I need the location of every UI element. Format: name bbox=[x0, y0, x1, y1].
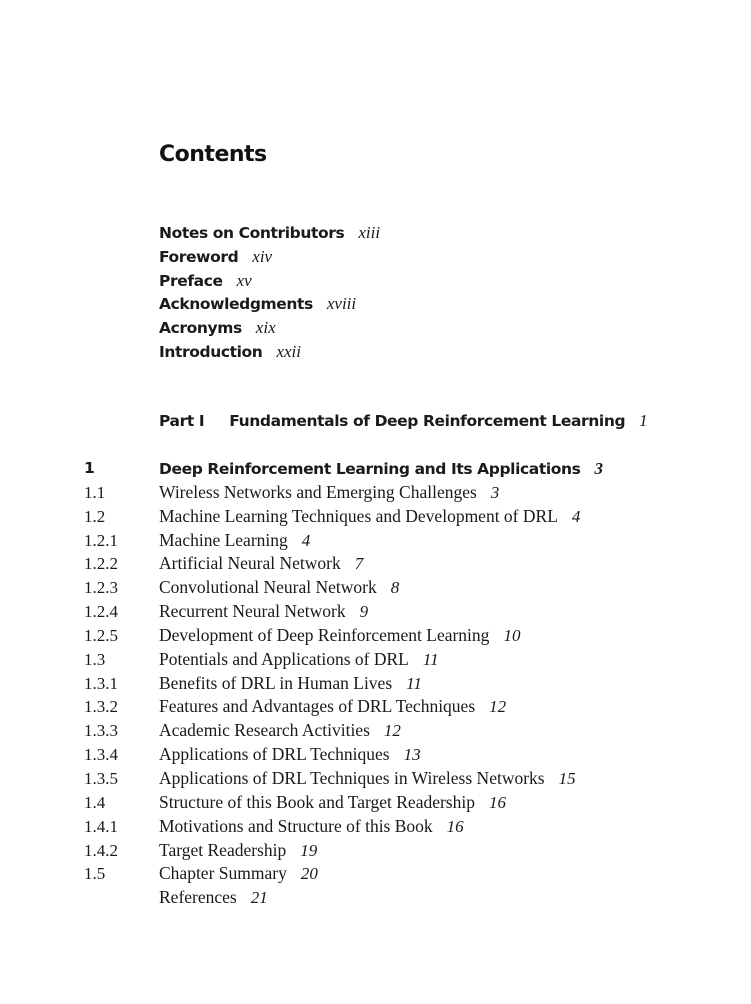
toc-entry-number: 1.2 bbox=[84, 506, 106, 526]
toc-entry-page: 15 bbox=[558, 768, 576, 788]
toc-entry-title: Target Readership bbox=[159, 839, 287, 860]
chapter-entries-list bbox=[84, 457, 724, 910]
toc-entry-number: 1.2.1 bbox=[84, 530, 118, 550]
toc-entry-page: xviii bbox=[326, 294, 357, 314]
toc-entry-notes-on-contributors[interactable] bbox=[159, 221, 380, 245]
toc-entry-page: 7 bbox=[354, 554, 364, 574]
toc-entry[interactable] bbox=[84, 648, 724, 672]
toc-entry-title: Machine Learning Techniques and Development of DRL bbox=[159, 505, 558, 526]
toc-entry-title: Applications of DRL Techniques in Wireless Networks bbox=[159, 767, 545, 788]
toc-entry-page: 19 bbox=[300, 840, 318, 860]
part-label: Part I bbox=[159, 412, 205, 430]
toc-entry-page: 20 bbox=[300, 864, 318, 884]
toc-entry[interactable] bbox=[84, 552, 724, 576]
toc-entry-page: xix bbox=[255, 318, 276, 338]
toc-entry-title: Acronyms bbox=[159, 319, 242, 338]
toc-entry-title: Acknowledgments bbox=[159, 295, 313, 314]
page-title: Contents bbox=[159, 142, 267, 167]
toc-entry-number: 1.1 bbox=[84, 482, 106, 502]
toc-entry-title: Foreword bbox=[159, 247, 239, 266]
toc-entry-page: 11 bbox=[406, 673, 422, 693]
toc-entry-introduction[interactable] bbox=[159, 340, 380, 364]
toc-entry-page: 4 bbox=[301, 530, 311, 550]
toc-entry-title: Notes on Contributors bbox=[159, 224, 345, 242]
toc-entry-number: 1.3.1 bbox=[84, 673, 118, 693]
toc-entry[interactable] bbox=[84, 695, 724, 719]
toc-entry-title: Motivations and Structure of this Book bbox=[159, 815, 433, 836]
toc-entry-number: 1.3 bbox=[84, 649, 106, 669]
toc-entry[interactable] bbox=[84, 529, 724, 553]
toc-entry-page: xiv bbox=[252, 246, 273, 266]
toc-entry-page: 13 bbox=[403, 745, 421, 765]
toc-entry-title: Features and Advantages of DRL Techniques bbox=[159, 696, 476, 717]
toc-entry-page: 21 bbox=[250, 888, 268, 908]
toc-entry-number: 1.2.3 bbox=[84, 578, 118, 598]
toc-entry-title: Benefits of DRL in Human Lives bbox=[159, 672, 393, 693]
toc-entry-title: Deep Reinforcement Learning and Its Applications bbox=[159, 460, 581, 478]
toc-entry-number: 1.3.5 bbox=[84, 768, 118, 788]
part-title: Fundamentals of Deep Reinforcement Learning bbox=[229, 412, 626, 430]
toc-entry-page: 10 bbox=[503, 625, 521, 645]
toc-entry-page: xv bbox=[236, 270, 252, 290]
toc-entry-chapter-1[interactable] bbox=[84, 457, 724, 481]
toc-entry-title: Chapter Summary bbox=[159, 863, 287, 884]
toc-entry-title: Potentials and Applications of DRL bbox=[159, 648, 409, 669]
toc-entry-title: Convolutional Neural Network bbox=[159, 577, 377, 598]
toc-entry[interactable] bbox=[84, 743, 724, 767]
toc-entry-page: xxii bbox=[276, 341, 301, 361]
toc-entry-title: Wireless Networks and Emerging Challenges bbox=[159, 481, 477, 502]
toc-entry-title: Development of Deep Reinforcement Learning bbox=[159, 624, 490, 645]
toc-entry[interactable] bbox=[84, 767, 724, 791]
toc-entry-references[interactable] bbox=[84, 886, 724, 910]
toc-entry-number: 1.3.4 bbox=[84, 745, 118, 765]
toc-entry-title: Applications of DRL Techniques bbox=[159, 744, 390, 765]
toc-entry-number: 1 bbox=[84, 459, 95, 477]
toc-entry-number: 1.4.1 bbox=[84, 816, 118, 836]
toc-entry[interactable] bbox=[84, 600, 724, 624]
toc-entry[interactable] bbox=[84, 719, 724, 743]
toc-part-heading[interactable] bbox=[159, 409, 648, 434]
part-page: 1 bbox=[639, 411, 648, 430]
toc-entry-page: 16 bbox=[446, 816, 464, 836]
toc-entry-title: Structure of this Book and Target Readership bbox=[159, 791, 475, 812]
toc-entry-title: Machine Learning bbox=[159, 529, 288, 550]
toc-entry-page: 12 bbox=[489, 697, 507, 717]
toc-entry-number: 1.3.2 bbox=[84, 697, 118, 717]
toc-entry-page: 12 bbox=[383, 721, 401, 741]
toc-entry-number: 1.2.4 bbox=[84, 602, 118, 622]
toc-entry-number: 1.5 bbox=[84, 864, 106, 884]
toc-entry-page: xiii bbox=[358, 223, 381, 242]
toc-entry-preface[interactable] bbox=[159, 269, 380, 293]
toc-entry-acronyms[interactable] bbox=[159, 316, 380, 340]
toc-entry-page: 3 bbox=[490, 482, 500, 502]
toc-entry[interactable] bbox=[84, 815, 724, 839]
toc-entry[interactable] bbox=[84, 791, 724, 815]
toc-entry-number: 1.2.2 bbox=[84, 554, 118, 574]
toc-entry-number: 1.4.2 bbox=[84, 840, 118, 860]
toc-entry[interactable] bbox=[84, 839, 724, 863]
toc-entry-title: Preface bbox=[159, 271, 223, 290]
toc-entry-page: 8 bbox=[390, 578, 400, 598]
toc-entry-title: Academic Research Activities bbox=[159, 720, 370, 741]
toc-entry-page: 4 bbox=[571, 506, 581, 526]
toc-entry-acknowledgments[interactable] bbox=[159, 292, 380, 316]
toc-entry[interactable] bbox=[84, 481, 724, 505]
toc-entry-number: 1.2.5 bbox=[84, 625, 118, 645]
toc-entry-page: 11 bbox=[422, 649, 439, 669]
toc-entry-number: 1.4 bbox=[84, 792, 106, 812]
toc-entry[interactable] bbox=[84, 624, 724, 648]
toc-entry[interactable] bbox=[84, 505, 724, 529]
toc-entry-page: 9 bbox=[359, 602, 369, 622]
toc-entry-title: References bbox=[159, 887, 237, 908]
toc-entry-number: 1.3.3 bbox=[84, 721, 118, 741]
toc-entry-title: Artificial Neural Network bbox=[159, 553, 341, 574]
toc-entry-foreword[interactable] bbox=[159, 245, 380, 269]
toc-entry-page: 3 bbox=[594, 459, 603, 478]
toc-entry-title: Introduction bbox=[159, 342, 263, 361]
toc-entry-page: 16 bbox=[488, 792, 506, 812]
front-matter-list bbox=[159, 221, 380, 364]
toc-entry-title: Recurrent Neural Network bbox=[159, 601, 346, 622]
toc-entry[interactable] bbox=[84, 672, 724, 696]
toc-entry[interactable] bbox=[84, 576, 724, 600]
toc-entry[interactable] bbox=[84, 862, 724, 886]
